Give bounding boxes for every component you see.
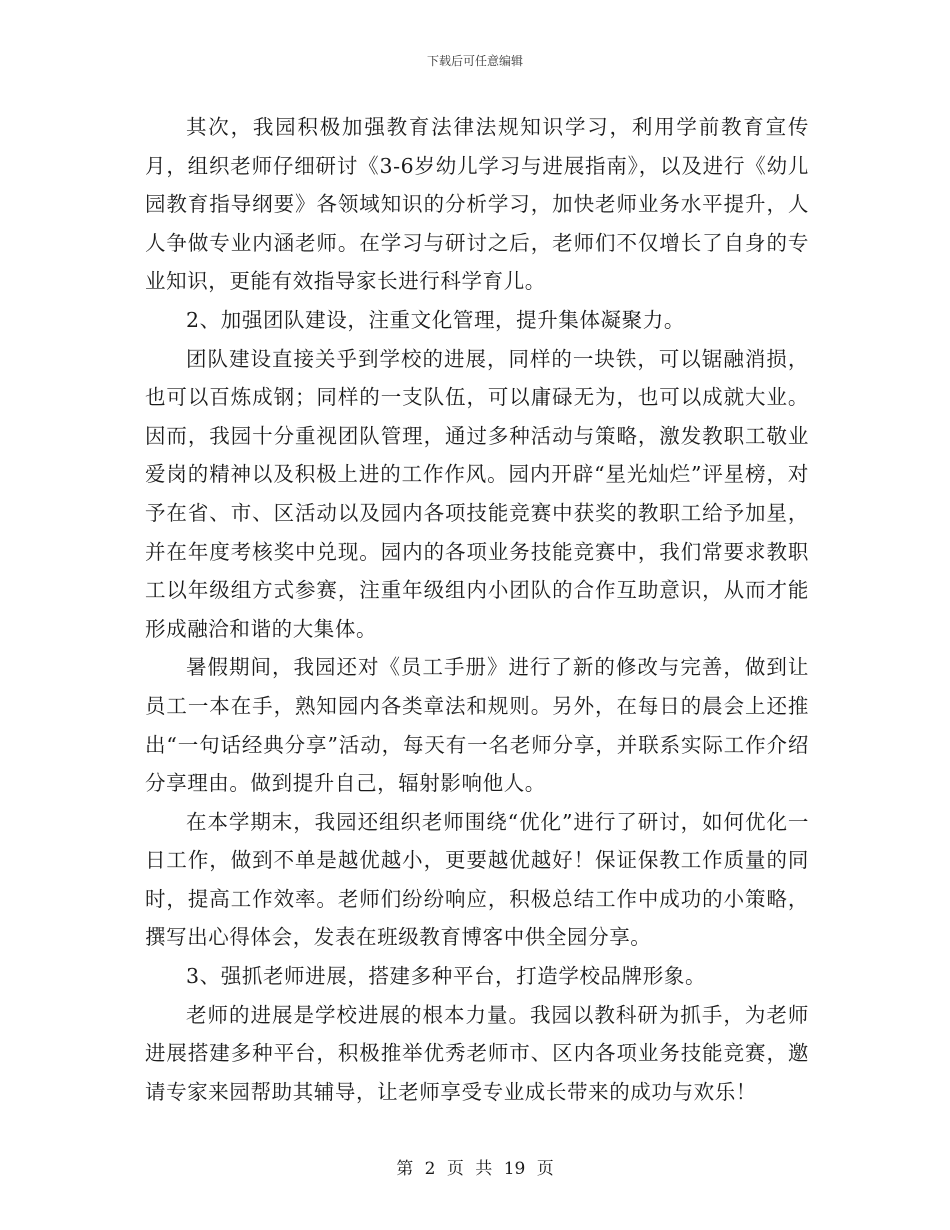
paragraph: 老师的进展是学校进展的根本力量。我园以教科研为抓手，为老师进展搭建多种平台，积极推举优秀老师市、区内各项业务技能竞赛，邀请专家来园帮助其辅导，让老师享受专业成长带来的成功与欢乐！ <box>145 1002 809 1104</box>
paragraph: 其次，我园积极加强教育法律法规知识学习，利用学前教育宣传月，组织老师仔细研讨《3-6岁幼儿学习与进展指南》，以及进行《幼儿园教育指导纲要》各领域知识的分析学习，加快老师业务水平提升，人人争做专业内涵老师。在学习与研讨之后，老师们不仅增长了自身的专业知识，更能有效指导家长进行科学育儿。 <box>145 115 809 294</box>
page-header-note: 下载后可任意编辑 <box>426 54 523 68</box>
paragraph: 团队建设直接关乎到学校的进展，同样的一块铁，可以锯融消损，也可以百炼成钢；同样的一支队伍，可以庸碌无为，也可以成就大业。因而，我园十分重视团队管理，通过多种活动与策略，激发教职工敬业爱岗的精神以及积极上进的工作作风。园内开辟“星光灿烂”评星榜，对予在省、市、区活动以及园内各项技能竞赛中获奖的教职工给予加星，并在年度考核奖中兑现。园内的各项业务技能竞赛中，我们常要求教职工以年级组方式参赛，注重年级组内小团队的合作互助意识，从而才能形成融洽和谐的大集体。 <box>145 346 809 641</box>
section-heading: 3、强抓老师进展，搭建多种平台，打造学校品牌形象。 <box>186 964 707 989</box>
document-body <box>145 108 809 1111</box>
paragraph: 暑假期间，我园还对《员工手册》进行了新的修改与完善，做到让员工一本在手，熟知园内各类章法和规则。另外，在每日的晨会上还推出“一句话经典分享”活动，每天有一名老师分享，并联系实际工作介绍分享理由。做到提升自己，辐射影响他人。 <box>145 655 809 796</box>
page-number: 第 2 页 共 19 页 <box>396 1159 554 1179</box>
section-heading: 2、加强团队建设，注重文化管理，提升集体凝聚力。 <box>186 307 685 332</box>
paragraph: 在本学期末，我园还组织老师围绕“优化”进行了研讨，如何优化一日工作，做到不单是越优越小，更要越优越好！保证保教工作质量的同时，提高工作效率。老师们纷纷响应，积极总结工作中成功的小策略，撰写出心得体会，发表在班级教育博客中供全园分享。 <box>145 809 809 950</box>
